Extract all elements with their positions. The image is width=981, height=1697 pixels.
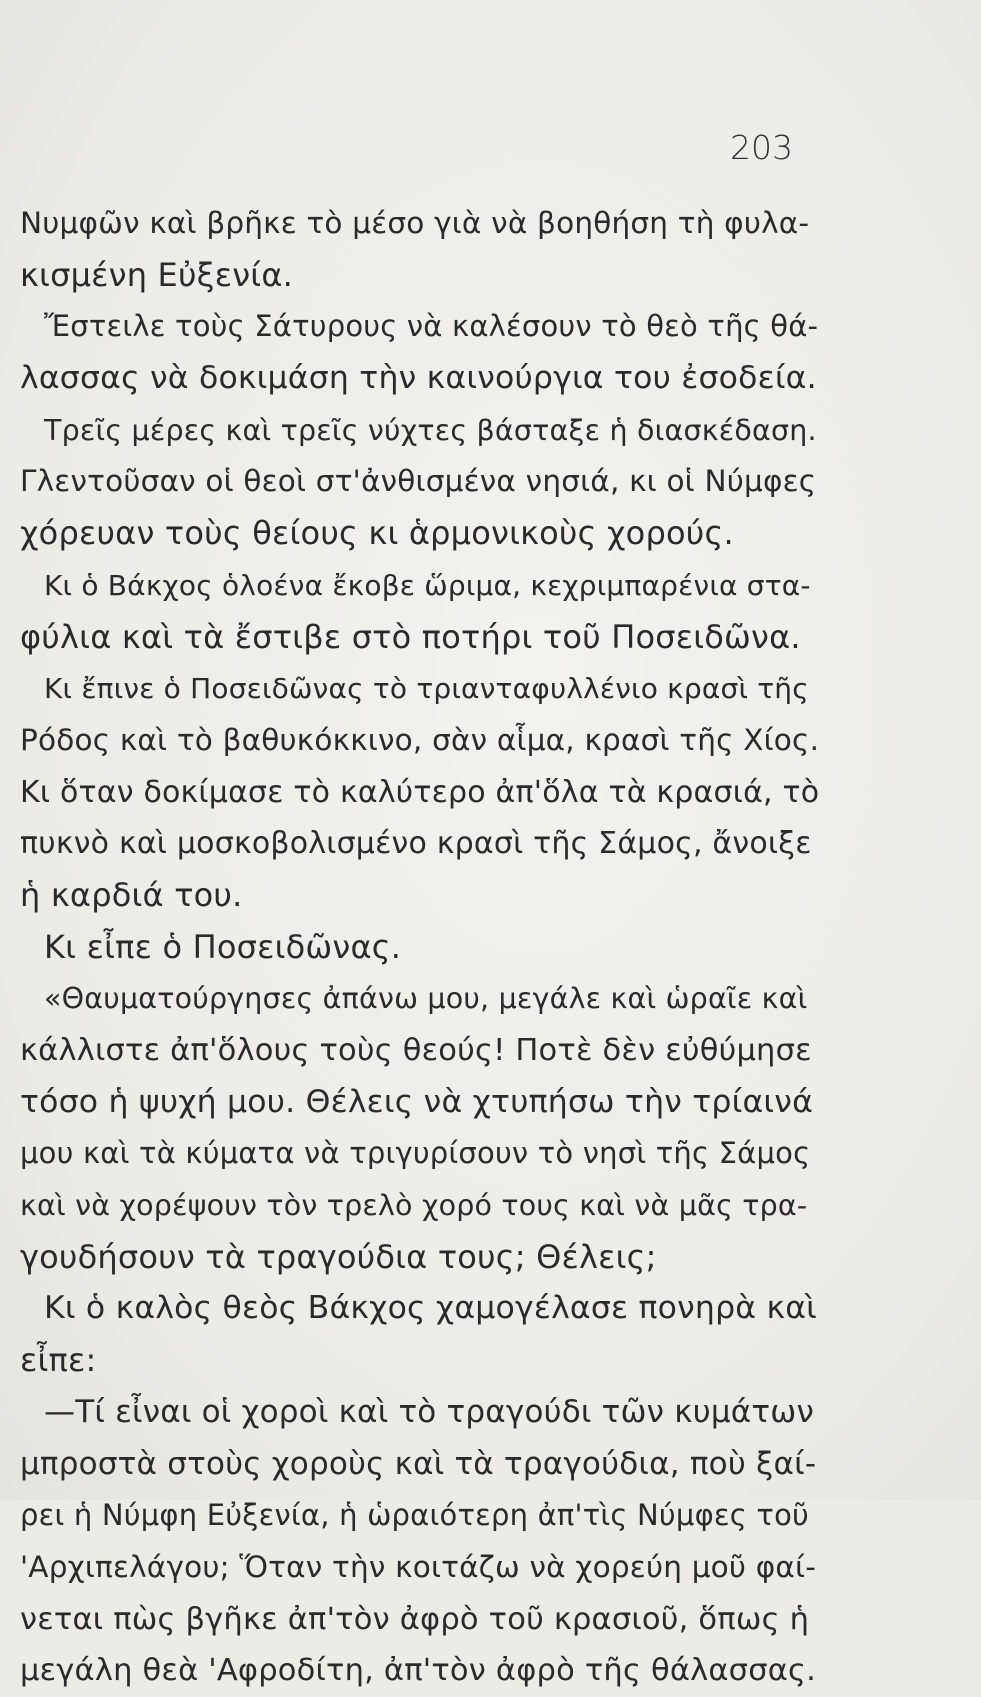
text-line: Κι ἔπινε ὁ Ποσειδῶνας τὸ τριανταφυλλένιο κρασὶ τῆς <box>44 672 809 706</box>
text-line: Κι ὁ Βάκχος ὁλοένα ἔκοβε ὥριμα, κεχριμπαρένια στα- <box>44 568 811 602</box>
text-line: κάλλιστε ἀπ'ὅλους τοὺς θεούς! Ποτὲ δὲν εὐθύμησε <box>20 1033 812 1068</box>
text-line: Κι ὅταν δοκίμασε τὸ καλύτερο ἀπ'ὅλα τὰ κρασιά, τὸ <box>20 774 820 810</box>
text-line: Ἔστειλε τοὺς Σάτυρους νὰ καλέσουν τὸ θεὸ τῆς θά- <box>44 309 819 344</box>
text-line: ἡ καρδιά του. <box>20 875 243 914</box>
text-line: εἶπε: <box>20 1341 97 1380</box>
text-line: φύλια καὶ τὰ ἔστιβε στὸ ποτήρι τοῦ Ποσειδῶνα. <box>20 617 801 656</box>
text-line: μου καὶ τὰ κύματα νὰ τριγυρίσουν τὸ νησὶ τῆς Σάμος <box>20 1136 811 1171</box>
text-line: ρει ἡ Νύμφη Εὐξενία, ἡ ὡραιότερη ἀπ'τὶς Νύμφες τοῦ <box>20 1498 809 1533</box>
text-line: πυκνὸ καὶ μοσκοβολισμένο κρασὶ τῆς Σάμος, ἄνοιξε <box>20 826 812 862</box>
text-line: 'Αρχιπελάγου; Ὅταν τὴν κοιτάζω νὰ χορεύη μοῦ φαί- <box>20 1549 817 1584</box>
text-line: χόρευαν τοὺς θείους κι ἁρμονικοὺς χορούς. <box>20 514 734 553</box>
text-line: τόσο ἡ ψυχή μου. Θέλεις νὰ χτυπήσω τὴν τρίαινά <box>20 1083 814 1120</box>
text-line: Κι ὁ καλὸς θεὸς Βάκχος χαμογέλασε πονηρὰ καὶ <box>44 1290 818 1327</box>
text-line: κισμένη Εὐξενία. <box>20 255 293 294</box>
text-line: Νυμφῶν καὶ βρῆκε τὸ μέσο γιὰ νὰ βοηθήση τὴ φυλα- <box>20 206 810 240</box>
text-line: νεται πὼς βγῆκε ἀπ'τὸν ἀφρὸ τοῦ κρασιοῦ, ὅπως ἡ <box>20 1601 810 1637</box>
text-line: λασσας νὰ δοκιμάση τὴν καινούργια του ἐσοδεία. <box>20 360 817 397</box>
text-line: «Θαυματούργησες ἀπάνω μου, μεγάλε καὶ ὡραῖε καὶ <box>44 982 808 1016</box>
text-line: γουδήσουν τὰ τραγούδια τους; Θέλεις; <box>20 1237 657 1276</box>
text-line: καὶ νὰ χορέψουν τὸν τρελὸ χορό τους καὶ νὰ μᾶς τρα- <box>20 1189 808 1223</box>
text-line: Ρόδος καὶ τὸ βαθυκόκκινο, σὰν αἷμα, κρασὶ τῆς Χίος. <box>20 722 820 757</box>
body-text <box>20 198 820 1697</box>
page-number: 203 <box>730 128 793 167</box>
text-line: μεγάλη θεὰ 'Αφροδίτη, ἀπ'τὸν ἀφρὸ τῆς θάλασσας. <box>20 1653 817 1689</box>
text-line: Γλεντοῦσαν οἱ θεοὶ στ'ἀνθισμένα νησιά, κι οἱ Νύμφες <box>20 464 817 499</box>
text-line: μπροστὰ στοὺς χοροὺς καὶ τὰ τραγούδια, ποὺ ξαί- <box>20 1445 817 1482</box>
text-line: Κι εἶπε ὁ Ποσειδῶνας. <box>44 927 402 966</box>
text-line: Τρεῖς μέρες καὶ τρεῖς νύχτες βάσταξε ἡ διασκέδαση. <box>44 413 817 447</box>
text-line: —Τί εἶναι οἱ χοροὶ καὶ τὸ τραγούδι τῶν κυμάτων <box>44 1393 814 1430</box>
